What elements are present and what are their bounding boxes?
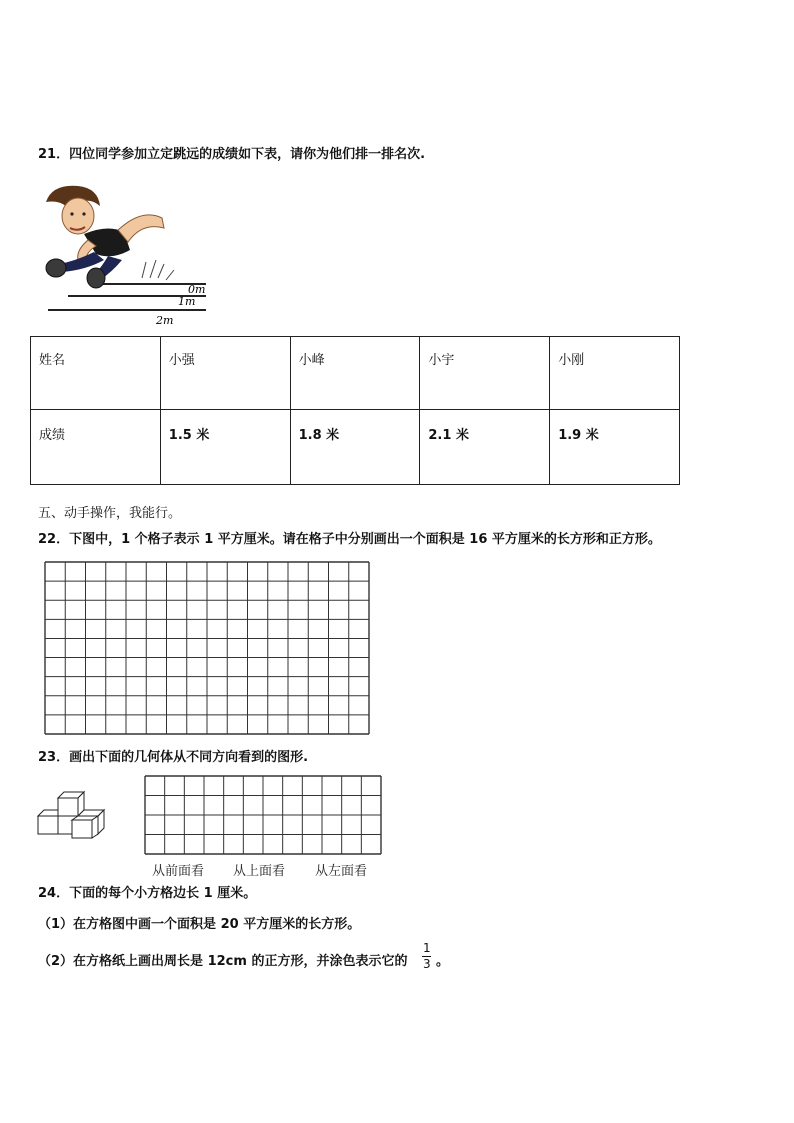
table-cell: 小峰 bbox=[290, 337, 420, 410]
view-top-label: 从上面看 bbox=[233, 864, 286, 879]
q23-title: 23．画出下面的几何体从不同方向看到的图形. bbox=[38, 750, 309, 765]
table-cell: 1.8 米 bbox=[290, 410, 420, 485]
table-row-names bbox=[31, 337, 680, 410]
fraction-denominator: 3 bbox=[423, 957, 431, 971]
jumping-boy-illustration bbox=[38, 180, 218, 328]
q24-part1: （1）在方格图中画一个面积是 20 平方厘米的长方形。 bbox=[38, 917, 361, 932]
table-row-scores bbox=[31, 410, 680, 485]
section-title: 五、动手操作，我能行。 bbox=[38, 506, 182, 521]
table-cell: 成绩 bbox=[31, 410, 161, 485]
q24-end: 。 bbox=[436, 954, 450, 969]
table-cell: 姓名 bbox=[31, 337, 161, 410]
view-front-label: 从前面看 bbox=[152, 864, 205, 879]
mark-2m: 2m bbox=[156, 314, 174, 327]
table-cell: 小强 bbox=[160, 337, 290, 410]
table-cell: 2.1 米 bbox=[420, 410, 550, 485]
fraction-numerator: 1 bbox=[423, 941, 431, 955]
table-cell: 小刚 bbox=[550, 337, 680, 410]
q24-title: 24．下面的每个小方格边长 1 厘米。 bbox=[38, 886, 257, 901]
cube-solid-figure bbox=[36, 790, 108, 842]
fraction-one-third bbox=[422, 942, 432, 971]
q21-title: 21．四位同学参加立定跳远的成绩如下表，请你为他们排一排名次. bbox=[38, 147, 426, 162]
q22-title: 22．下图中，1 个格子表示 1 平方厘米。请在格子中分别画出一个面积是 16 平方厘米的长方形和正方形。 bbox=[38, 532, 661, 547]
mark-1m: 1m bbox=[178, 295, 196, 308]
view-left-label: 从左面看 bbox=[315, 864, 368, 879]
q24-part2: （2）在方格纸上画出周长是 12cm 的正方形，并涂色表示它的 bbox=[38, 954, 408, 969]
table-cell: 1.5 米 bbox=[160, 410, 290, 485]
table-cell: 小宇 bbox=[420, 337, 550, 410]
q23-view-grid[interactable] bbox=[144, 775, 382, 855]
score-table bbox=[30, 336, 680, 485]
table-cell: 1.9 米 bbox=[550, 410, 680, 485]
q22-square-grid[interactable] bbox=[44, 561, 370, 735]
mark-0m: 0m bbox=[188, 283, 206, 296]
